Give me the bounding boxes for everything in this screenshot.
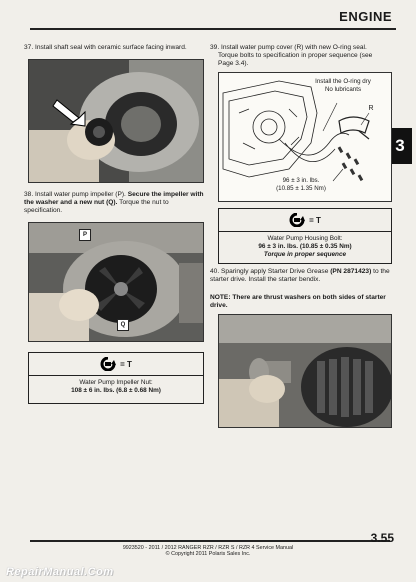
step-40: 40. Sparingly apply Starter Drive Grease (PN 2871423) to the starter drive. Install the starter bendix. (210, 268, 390, 284)
diagram-water-pump-cover (218, 72, 392, 202)
photo-shaft-seal (28, 59, 204, 183)
torque-note: Torque in proper sequence (263, 251, 347, 258)
note-thrust-washers: NOTE: There are thrust washers on both sides of starter drive. (210, 294, 386, 310)
oring-callout: Install the O-ring dry No lubricants (315, 78, 371, 93)
label-p: P (79, 229, 91, 241)
step-39: 39. Install water pump cover (R) with new O-ring seal. Torque bolts to specification in proper sequence (see Page 3.4). (210, 44, 373, 68)
step-38: 38. Install water pump impeller (P). Secure the impeller with the washer and a new nut (Q). Torque the nut to specification. (24, 191, 204, 215)
footer-rule (30, 540, 390, 542)
torque-value: 96 ± 3 in. lbs. (10.85 ± 0.35 Nm) (258, 243, 352, 250)
header-rule (30, 28, 396, 30)
step-37: 37. Install shaft seal with ceramic surface facing inward. (24, 44, 187, 51)
torque-value: 108 ± 6 in. lbs. (6.8 ± 0.68 Nm) (71, 387, 161, 394)
page-number: 3.55 (370, 531, 394, 545)
bolt-torque-callout: 96 ± 3 in. lbs. (10.85 ± 1.35 Nm) (276, 177, 326, 192)
torque-spec-impeller-nut (28, 352, 204, 404)
watermark: RepairManual.Com (6, 566, 114, 578)
torque-spec-housing-bolt (218, 208, 392, 264)
label-r: R (368, 105, 374, 112)
photo-impeller (28, 222, 204, 342)
torque-wrench-icon (100, 357, 116, 371)
torque-header: = T (29, 353, 203, 376)
torque-label: Water Pump Housing Bolt: (267, 235, 343, 242)
manual-title: 9923520 - 2011 / 2012 RANGER RZR / RZR S / RZR 4 Service Manual (122, 545, 294, 551)
torque-label: Water Pump Impeller Nut: (79, 379, 153, 386)
torque-header: = T (219, 209, 391, 232)
photo-starter-drive (218, 314, 392, 428)
torque-wrench-icon (289, 213, 305, 227)
copyright: © Copyright 2011 Polaris Sales Inc. (165, 551, 251, 557)
section-title: ENGINE (339, 9, 392, 24)
label-q: Q (117, 319, 129, 331)
chapter-tab: 3 (388, 128, 412, 164)
